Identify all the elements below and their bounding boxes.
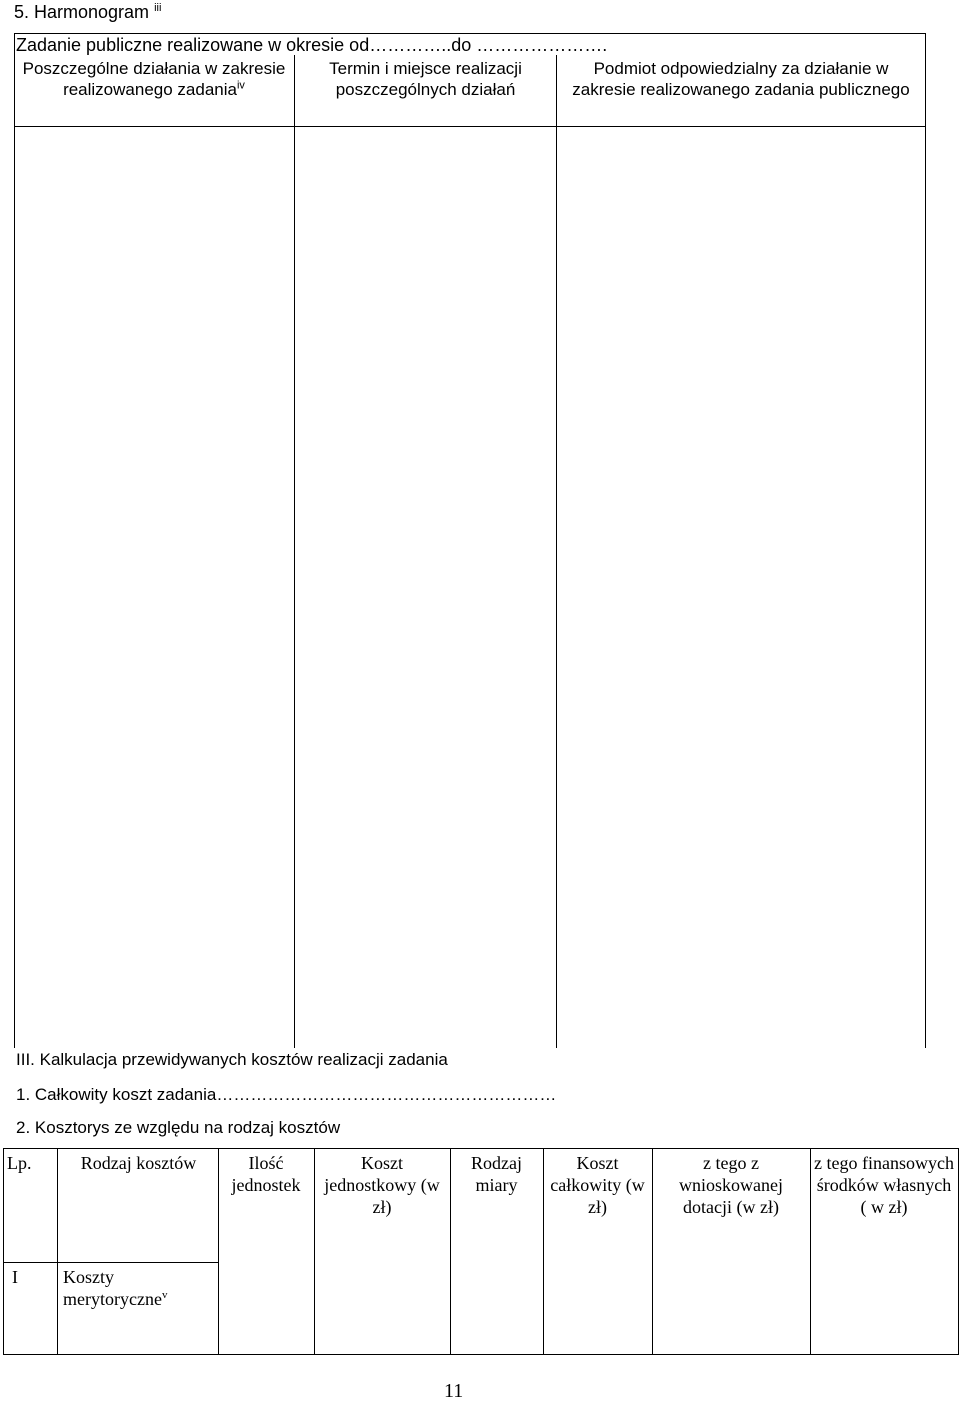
section-title: 5. Harmonogram <box>14 2 150 22</box>
schedule-col3-header: Podmiot odpowiedzialny za działanie w zakresie realizowanego zadania publicznego <box>572 59 910 99</box>
row-i-lp: I <box>12 1267 18 1287</box>
cost-header-own-funds: z tego finansowych środków własnych ( w zł) <box>814 1153 954 1217</box>
cost-table-bottom-border <box>3 1354 959 1355</box>
schedule-header-bottom-border <box>14 126 926 127</box>
section-iii-title: III. Kalkulacja przewidywanych kosztów realizacji zadania <box>16 1050 448 1069</box>
cost-header-type: Rodzaj kosztów <box>80 1153 197 1173</box>
schedule-col1-header <box>18 58 290 100</box>
schedule-left-border <box>14 33 15 1048</box>
cost-col-border-1 <box>57 1148 58 1355</box>
cost-col-border-3 <box>314 1148 315 1355</box>
cost-header-grant: z tego z wnioskowanej dotacji (w zł) <box>679 1153 783 1217</box>
cost-col-border-4 <box>450 1148 451 1355</box>
period-line: Zadanie publiczne realizowane w okresie od…………..do …………………. <box>16 35 608 55</box>
cost-header-unit-cost: Koszt jednostkowy (w zł) <box>324 1153 440 1217</box>
footnote-mark-iv: iv <box>236 79 245 92</box>
cost-header-lp: Lp. <box>7 1153 32 1173</box>
schedule-divider-1 <box>294 55 295 1048</box>
cost-table-top-border <box>3 1148 959 1149</box>
cost-col-border-0 <box>3 1148 4 1355</box>
schedule-divider-2 <box>556 55 557 1048</box>
row-divider-lp <box>3 1262 57 1263</box>
row-divider-type <box>57 1262 218 1263</box>
cost-col-border-8 <box>958 1148 959 1355</box>
cost-col-border-6 <box>652 1148 653 1355</box>
footnote-mark-iii: iii <box>154 2 162 14</box>
cost-header-total: Koszt całkowity (w zł) <box>550 1153 645 1217</box>
cost-col-border-2 <box>218 1148 219 1355</box>
row-i-label-text: Koszty merytoryczne <box>63 1267 162 1309</box>
schedule-top-border <box>14 33 926 34</box>
cost-col-border-7 <box>810 1148 811 1355</box>
footnote-mark-v: v <box>161 1289 168 1301</box>
cost-col-border-5 <box>543 1148 544 1355</box>
cost-header-measure: Rodzaj miary <box>471 1153 522 1195</box>
total-cost-line: 1. Całkowity koszt zadania…………………………………………………… <box>16 1085 557 1104</box>
cost-estimate-heading: 2. Kosztorys ze względu na rodzaj kosztów <box>16 1118 341 1137</box>
page-number: 11 <box>444 1380 464 1402</box>
schedule-col2-header: Termin i miejsce realizacji poszczególnych działań <box>329 59 522 99</box>
row-i-label <box>63 1266 213 1310</box>
schedule-col1-text: Poszczególne działania w zakresie realizowanego zadania <box>22 59 286 99</box>
section-heading <box>14 2 161 23</box>
schedule-right-border <box>925 33 926 1048</box>
cost-header-quantity: Ilość jednostek <box>231 1153 301 1195</box>
